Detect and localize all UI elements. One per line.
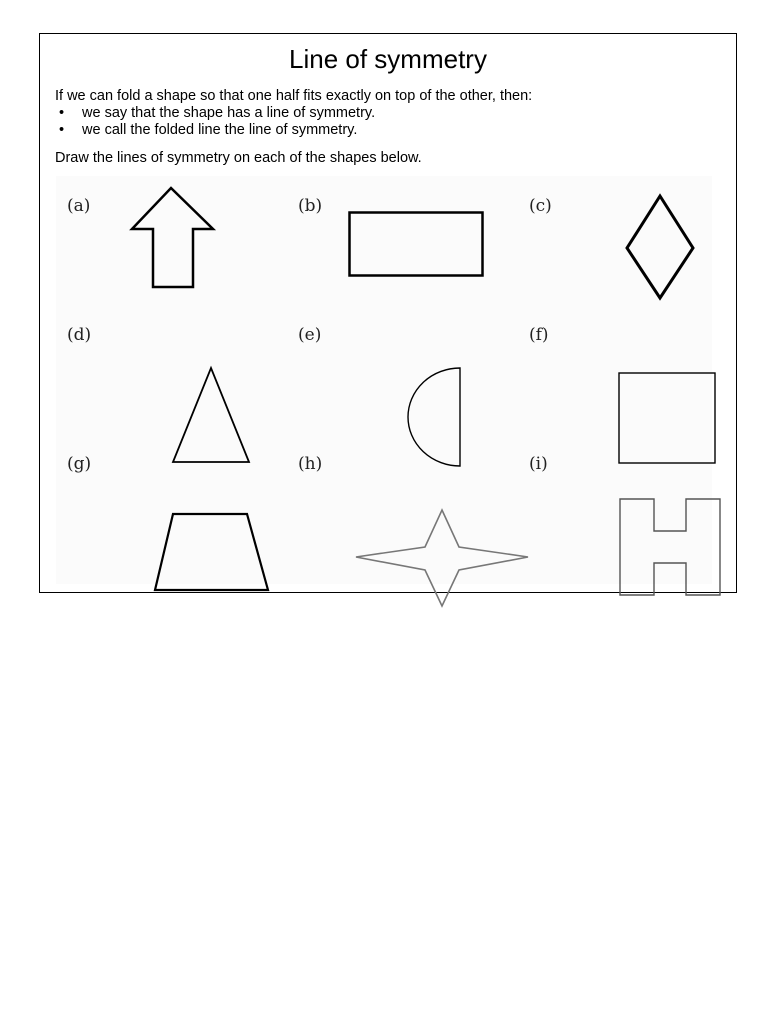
rectangle-shape[interactable] bbox=[348, 211, 488, 281]
list-item bbox=[55, 122, 375, 139]
rhombus-shape[interactable] bbox=[625, 194, 695, 302]
bullet-text: we say that the shape has a line of symmetry. bbox=[82, 105, 376, 121]
shape-a-label: (a) bbox=[67, 196, 91, 216]
square-shape[interactable] bbox=[618, 372, 718, 466]
arrow-up-shape[interactable] bbox=[131, 186, 221, 291]
instruction-text: Draw the lines of symmetry on each of the shapes below. bbox=[55, 150, 422, 166]
bullet-list bbox=[55, 105, 375, 139]
worksheet bbox=[39, 33, 737, 593]
shapes-grid bbox=[56, 176, 712, 584]
bullet-icon: • bbox=[59, 105, 65, 121]
bullet-icon: • bbox=[59, 122, 65, 138]
intro-text: If we can fold a shape so that one half fits exactly on top of the other, then: bbox=[55, 88, 533, 104]
shape-g-label: (g) bbox=[67, 454, 92, 474]
triangle-shape[interactable] bbox=[171, 366, 253, 466]
shape-b-label: (b) bbox=[298, 196, 323, 216]
shape-e-label: (e) bbox=[298, 325, 322, 345]
h-shape[interactable] bbox=[619, 498, 723, 598]
bullet-text: we call the folded line the line of symmetry. bbox=[82, 122, 358, 138]
shape-c-label: (c) bbox=[529, 196, 552, 216]
shape-i-label: (i) bbox=[529, 454, 548, 474]
list-item bbox=[55, 105, 375, 122]
star-shape[interactable] bbox=[354, 508, 530, 608]
shape-d-label: (d) bbox=[67, 325, 92, 345]
shape-h-label: (h) bbox=[298, 454, 323, 474]
semicircle-shape[interactable] bbox=[405, 366, 463, 468]
trapezium-shape[interactable] bbox=[153, 512, 271, 594]
page-title: Line of symmetry bbox=[289, 44, 487, 74]
shape-f-label: (f) bbox=[529, 325, 549, 345]
